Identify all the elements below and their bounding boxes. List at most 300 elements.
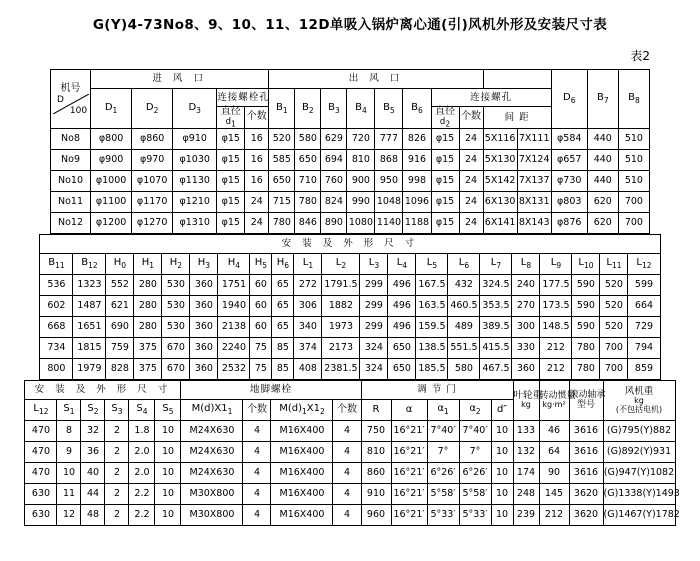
cell: 3620 <box>569 484 603 505</box>
cell: 7°40′ <box>427 421 459 442</box>
cell-b5: 777 <box>375 129 403 150</box>
cell: 590 <box>572 275 600 296</box>
b6-header-cell: $B_6$ <box>403 89 431 129</box>
header-s3: $S_3$ <box>105 400 129 421</box>
cell: 3620 <box>569 505 603 526</box>
header-dprime: d″ <box>491 400 513 421</box>
cell: 2.0 <box>129 463 155 484</box>
cell: 960 <box>361 505 391 526</box>
cell-b2: 846 <box>295 213 321 234</box>
cell: 75 <box>250 359 272 380</box>
cell: 145 <box>539 484 569 505</box>
cell: 389.5 <box>480 317 512 338</box>
cell-b8: 700 <box>618 192 649 213</box>
model-header-d: D <box>57 95 64 106</box>
dimensions-table-3 <box>24 380 680 526</box>
model-header-100: 100 <box>69 105 88 116</box>
inlet-bolt-count-label: 个数 <box>246 111 267 123</box>
cell-b8: 700 <box>618 213 649 234</box>
cell-b5: 868 <box>375 150 403 171</box>
cell-d3: φ1130 <box>173 171 217 192</box>
cell-d2bolt: φ15 <box>431 192 459 213</box>
header-l2: $L_2$ <box>322 254 360 275</box>
cell: 580 <box>448 359 480 380</box>
bolt1-count-label: 个数 <box>246 403 267 415</box>
cell-b1: 780 <box>269 213 295 234</box>
cell: M30X800 <box>181 484 243 505</box>
cell: 2.2 <box>129 505 155 526</box>
cell: 60 <box>250 296 272 317</box>
cell: 536 <box>40 275 73 296</box>
table-row <box>40 275 660 296</box>
b7-header-cell: $B_7$ <box>587 70 618 129</box>
header-h3: $H_3$ <box>190 254 218 275</box>
table1-group-header-row <box>51 70 650 89</box>
cell-n1: 16 <box>245 150 269 171</box>
inlet-bolt-header: 连接螺栓孔 <box>217 89 269 107</box>
cell-b1: 715 <box>269 192 295 213</box>
cell: 729 <box>628 317 660 338</box>
cell: 212 <box>540 338 572 359</box>
cell: 9 <box>57 442 81 463</box>
cell: 240 <box>512 275 540 296</box>
cell: 496 <box>388 275 416 296</box>
header-l8: $L_8$ <box>512 254 540 275</box>
cell: 12 <box>57 505 81 526</box>
cell: 470 <box>25 421 57 442</box>
cell: M30X800 <box>181 505 243 526</box>
cell: 1815 <box>73 338 106 359</box>
cell: 520 <box>600 296 628 317</box>
cell: 163.5 <box>416 296 448 317</box>
cell-b7: 620 <box>587 213 618 234</box>
cell: M16X400 <box>271 505 333 526</box>
cell: 60 <box>250 317 272 338</box>
cell: 360 <box>190 359 218 380</box>
header-l10: $L_{10}$ <box>572 254 600 275</box>
header-l12: $L_{12}$ <box>628 254 660 275</box>
cell-d1: φ900 <box>91 150 132 171</box>
cell-b2: 710 <box>295 171 321 192</box>
header-bolt1-count <box>243 400 271 421</box>
inlet-bolt-count-header <box>245 107 269 129</box>
header-alpha2: $\alpha_2$ <box>459 400 491 421</box>
cell-nxb1: 5X116 <box>483 129 517 150</box>
cell: M16X400 <box>271 463 333 484</box>
cell: 460.5 <box>448 296 480 317</box>
cell-d6: φ730 <box>551 171 587 192</box>
cell: 780 <box>572 338 600 359</box>
cell-d1: φ1000 <box>91 171 132 192</box>
cell-b1: 650 <box>269 171 295 192</box>
cell: 4 <box>333 463 361 484</box>
cell: 324 <box>360 359 388 380</box>
cell-b7: 440 <box>587 150 618 171</box>
cell-b5: 950 <box>375 171 403 192</box>
cell-n2: 24 <box>459 129 483 150</box>
cell: 148.5 <box>540 317 572 338</box>
impeller-weight-label: 叶轮重 <box>513 390 543 402</box>
cell: 602 <box>40 296 73 317</box>
cell: 780 <box>572 359 600 380</box>
header-bolt1: $M(d)X1_1$ <box>181 400 243 421</box>
cell: 690 <box>106 317 134 338</box>
cell: 10 <box>491 505 513 526</box>
inertia-label: 转动惯量 <box>539 390 576 401</box>
cell-b2: 580 <box>295 129 321 150</box>
cell-n1: 16 <box>245 171 269 192</box>
cell: 1487 <box>73 296 106 317</box>
header-l5: $L_5$ <box>416 254 448 275</box>
outlet-bolt-header: 连接螺孔 <box>431 89 551 107</box>
header-l3: $L_3$ <box>360 254 388 275</box>
header-alpha1: $\alpha_1$ <box>427 400 459 421</box>
cell: 470 <box>25 442 57 463</box>
cell-b6: 916 <box>403 150 431 171</box>
inlet-group-header: 进 风 口 <box>91 70 269 89</box>
cell-n2: 24 <box>459 192 483 213</box>
cell: 60 <box>250 275 272 296</box>
b1-header-cell: $B_1$ <box>269 89 295 129</box>
table-row <box>40 296 660 317</box>
cell-b1: 585 <box>269 150 295 171</box>
cell: 7° <box>459 442 491 463</box>
cell-b5: 1048 <box>375 192 403 213</box>
header-s1: $S_1$ <box>57 400 81 421</box>
cell: 212 <box>540 359 572 380</box>
cell: 299 <box>360 296 388 317</box>
cell: 360 <box>190 275 218 296</box>
cell: 670 <box>162 359 190 380</box>
outlet-group-header: 出 风 口 <box>269 70 483 89</box>
table3-impeller-weight-header <box>513 381 543 421</box>
cell-b3: 629 <box>321 129 347 150</box>
cell: 212 <box>539 505 569 526</box>
cell-n2: 24 <box>459 150 483 171</box>
cell: 530 <box>162 296 190 317</box>
cell-b5: 1140 <box>375 213 403 234</box>
cell: 360 <box>190 338 218 359</box>
cell-d2bolt: φ15 <box>431 213 459 234</box>
cell: 270 <box>512 296 540 317</box>
cell: 8 <box>57 421 81 442</box>
cell: 174 <box>513 463 539 484</box>
cell: 36 <box>81 442 105 463</box>
cell-b8: 510 <box>618 150 649 171</box>
cell: 590 <box>572 296 600 317</box>
cell-b2: 780 <box>295 192 321 213</box>
table-row <box>40 317 660 338</box>
cell: 432 <box>448 275 480 296</box>
cell-d1bolt: φ15 <box>217 171 245 192</box>
cell: 300 <box>512 317 540 338</box>
cell-d3: φ1030 <box>173 150 217 171</box>
bearing-label-2: 型号 <box>576 399 595 410</box>
cell: 64 <box>539 442 569 463</box>
cell: 65 <box>272 317 294 338</box>
cell-b1: 520 <box>269 129 295 150</box>
cell: 2381.5 <box>322 359 360 380</box>
cell: 360 <box>512 359 540 380</box>
cell-b6: 826 <box>403 129 431 150</box>
header-bolt2: $M(d)_1X1_2$ <box>271 400 333 421</box>
cell: 4 <box>243 484 271 505</box>
cell: 4 <box>243 463 271 484</box>
cell: 16°21′ <box>391 421 427 442</box>
cell-n1: 24 <box>245 213 269 234</box>
cell: 1940 <box>218 296 250 317</box>
cell: 530 <box>162 317 190 338</box>
cell: 4 <box>243 505 271 526</box>
cell: 360 <box>190 296 218 317</box>
cell-b3: 890 <box>321 213 347 234</box>
table-number-label: 表2 <box>630 49 650 63</box>
cell: 496 <box>388 317 416 338</box>
cell: 4 <box>333 505 361 526</box>
cell: 46 <box>539 421 569 442</box>
cell: 1.8 <box>129 421 155 442</box>
model-header-cell <box>51 70 91 129</box>
cell: 3616 <box>569 442 603 463</box>
cell: M24X630 <box>181 463 243 484</box>
model-header-label: 机号 <box>60 82 81 94</box>
header-l9: $L_9$ <box>540 254 572 275</box>
cell: 2173 <box>322 338 360 359</box>
header-l6: $L_6$ <box>448 254 480 275</box>
cell: 299 <box>360 317 388 338</box>
cell: 489 <box>448 317 480 338</box>
cell-d6: φ803 <box>551 192 587 213</box>
cell: 10 <box>155 463 181 484</box>
table-row <box>40 338 660 359</box>
header-h4: $H_4$ <box>218 254 250 275</box>
header-l12: $L_{12}$ <box>25 400 57 421</box>
cell: 4 <box>333 442 361 463</box>
cell-b6: 1188 <box>403 213 431 234</box>
cell: 700 <box>600 338 628 359</box>
cell: M24X630 <box>181 442 243 463</box>
table-row <box>51 171 650 192</box>
cell: 4 <box>333 484 361 505</box>
cell-n2: 24 <box>459 171 483 192</box>
table-row <box>25 484 675 505</box>
model-cell: No12 <box>51 213 91 234</box>
cell-b4: 810 <box>347 150 375 171</box>
cell: 734 <box>40 338 73 359</box>
cell: 664 <box>628 296 660 317</box>
cell: 44 <box>81 484 105 505</box>
cell: 668 <box>40 317 73 338</box>
cell: 552 <box>106 275 134 296</box>
cell-n1: 24 <box>245 192 269 213</box>
cell: 374 <box>294 338 322 359</box>
header-bolt2-count <box>333 400 361 421</box>
cell: 6°26′ <box>427 463 459 484</box>
cell: 551.5 <box>448 338 480 359</box>
cell-d2: φ1270 <box>132 213 173 234</box>
cell: 167.5 <box>416 275 448 296</box>
d2-header-cell: $D_2$ <box>132 89 173 129</box>
cell-n1: 16 <box>245 129 269 150</box>
cell: 415.5 <box>480 338 512 359</box>
cell: 2 <box>105 484 129 505</box>
cell: 280 <box>134 317 162 338</box>
cell: 299 <box>360 275 388 296</box>
cell: 7°40′ <box>459 421 491 442</box>
header-h6: $H_6$ <box>272 254 294 275</box>
b3-header-cell: $B_3$ <box>321 89 347 129</box>
cell: 2138 <box>218 317 250 338</box>
cell: 10 <box>155 421 181 442</box>
cell: 272 <box>294 275 322 296</box>
cell-nxb2: 8X131 <box>517 192 551 213</box>
header-h2: $H_2$ <box>162 254 190 275</box>
cell-d2bolt: φ15 <box>431 129 459 150</box>
cell: 16°21′ <box>391 505 427 526</box>
cell-b4: 1080 <box>347 213 375 234</box>
cell: 810 <box>361 442 391 463</box>
bolt2-count-label: 个数 <box>336 403 357 415</box>
cell: 4 <box>333 421 361 442</box>
cell: 1979 <box>73 359 106 380</box>
model-cell: No11 <box>51 192 91 213</box>
cell: 10 <box>155 442 181 463</box>
cell: M16X400 <box>271 421 333 442</box>
table-row <box>25 442 675 463</box>
cell: 248 <box>513 484 539 505</box>
cell: 2 <box>105 421 129 442</box>
cell: 6°26′ <box>459 463 491 484</box>
table3-damper-title: 调 节 门 <box>361 381 513 400</box>
cell: 1973 <box>322 317 360 338</box>
cell: 375 <box>134 338 162 359</box>
table2-header-row <box>40 254 660 275</box>
cell: 530 <box>162 275 190 296</box>
cell-d1bolt: φ15 <box>217 213 245 234</box>
cell: 75 <box>250 338 272 359</box>
cell: (G)1467(Y)1782 <box>603 505 675 526</box>
header-s2: $S_2$ <box>81 400 105 421</box>
cell: 10 <box>155 505 181 526</box>
cell-d1bolt: φ15 <box>217 192 245 213</box>
cell-b8: 510 <box>618 171 649 192</box>
cell-d2: φ970 <box>132 150 173 171</box>
fan-weight-unit: kg <box>634 396 644 406</box>
cell: 590 <box>572 317 600 338</box>
cell-d6: φ584 <box>551 129 587 150</box>
cell: 85 <box>272 359 294 380</box>
model-cell: No10 <box>51 171 91 192</box>
cell-nxb1: 6X141 <box>483 213 517 234</box>
header-alpha: α <box>391 400 427 421</box>
cell: 621 <box>106 296 134 317</box>
cell-d1: φ1100 <box>91 192 132 213</box>
cell: 48 <box>81 505 105 526</box>
table-row <box>40 359 660 380</box>
cell: 306 <box>294 296 322 317</box>
inlet-bolt-diameter-label: 直径 <box>220 106 241 117</box>
table3-inertia-header <box>539 381 576 421</box>
table3-fan-weight-header <box>603 381 675 421</box>
dimensions-table-1 <box>50 69 650 234</box>
header-s5: $S_5$ <box>155 400 181 421</box>
cell-nxb1: 6X130 <box>483 192 517 213</box>
fan-weight-label: 风机重 <box>624 386 654 398</box>
cell: 280 <box>134 275 162 296</box>
cell: 65 <box>272 296 294 317</box>
table-row <box>51 150 650 171</box>
cell: 1323 <box>73 275 106 296</box>
cell-d2: φ1070 <box>132 171 173 192</box>
cell: 2 <box>105 463 129 484</box>
cell: 630 <box>25 505 57 526</box>
cell-d6: φ876 <box>551 213 587 234</box>
b5-header-cell: $B_5$ <box>375 89 403 129</box>
header-h0: $H_0$ <box>106 254 134 275</box>
cell: 1882 <box>322 296 360 317</box>
cell: 5°58′ <box>427 484 459 505</box>
cell-d2bolt: φ15 <box>431 171 459 192</box>
header-l1: $L_1$ <box>294 254 322 275</box>
model-cell: No8 <box>51 129 91 150</box>
cell: 10 <box>155 484 181 505</box>
cell: 185.5 <box>416 359 448 380</box>
cell: 11 <box>57 484 81 505</box>
cell: 2240 <box>218 338 250 359</box>
cell: 330 <box>512 338 540 359</box>
cell: 470 <box>25 463 57 484</box>
cell: 700 <box>600 359 628 380</box>
cell: 670 <box>162 338 190 359</box>
cell: 16°21′ <box>391 484 427 505</box>
cell: 650 <box>388 359 416 380</box>
cell-d2bolt: φ15 <box>431 150 459 171</box>
cell-b4: 720 <box>347 129 375 150</box>
cell-b7: 440 <box>587 129 618 150</box>
cell: 408 <box>294 359 322 380</box>
cell: 90 <box>539 463 569 484</box>
cell-d6: φ657 <box>551 150 587 171</box>
cell: 4 <box>243 421 271 442</box>
cell-nxb1: 5X130 <box>483 150 517 171</box>
cell: 520 <box>600 275 628 296</box>
cell-b3: 760 <box>321 171 347 192</box>
cell: 340 <box>294 317 322 338</box>
cell: 40 <box>81 463 105 484</box>
table2-section-title: 安 装 及 外 形 尺 寸 <box>40 235 660 254</box>
d1-header-cell: $D_1$ <box>91 89 132 129</box>
cell: 5°33′ <box>459 505 491 526</box>
impeller-weight-unit: kg <box>521 400 531 410</box>
outlet-bolt-spacing-header: 间 距 <box>483 107 551 129</box>
header-h5: $H_5$ <box>250 254 272 275</box>
cell: 239 <box>513 505 539 526</box>
cell-b4: 900 <box>347 171 375 192</box>
cell: 360 <box>190 317 218 338</box>
cell: 173.5 <box>540 296 572 317</box>
cell-n2: 24 <box>459 213 483 234</box>
cell-nxb2: 7X111 <box>517 129 551 150</box>
cell: 860 <box>361 463 391 484</box>
header-l4: $L_4$ <box>388 254 416 275</box>
cell: 759 <box>106 338 134 359</box>
cell: 1751 <box>218 275 250 296</box>
cell: 16°21′ <box>391 463 427 484</box>
outlet-bolt-count-label: 个数 <box>461 111 482 123</box>
header-l11: $L_{11}$ <box>600 254 628 275</box>
cell: 32 <box>81 421 105 442</box>
table-row <box>51 192 650 213</box>
